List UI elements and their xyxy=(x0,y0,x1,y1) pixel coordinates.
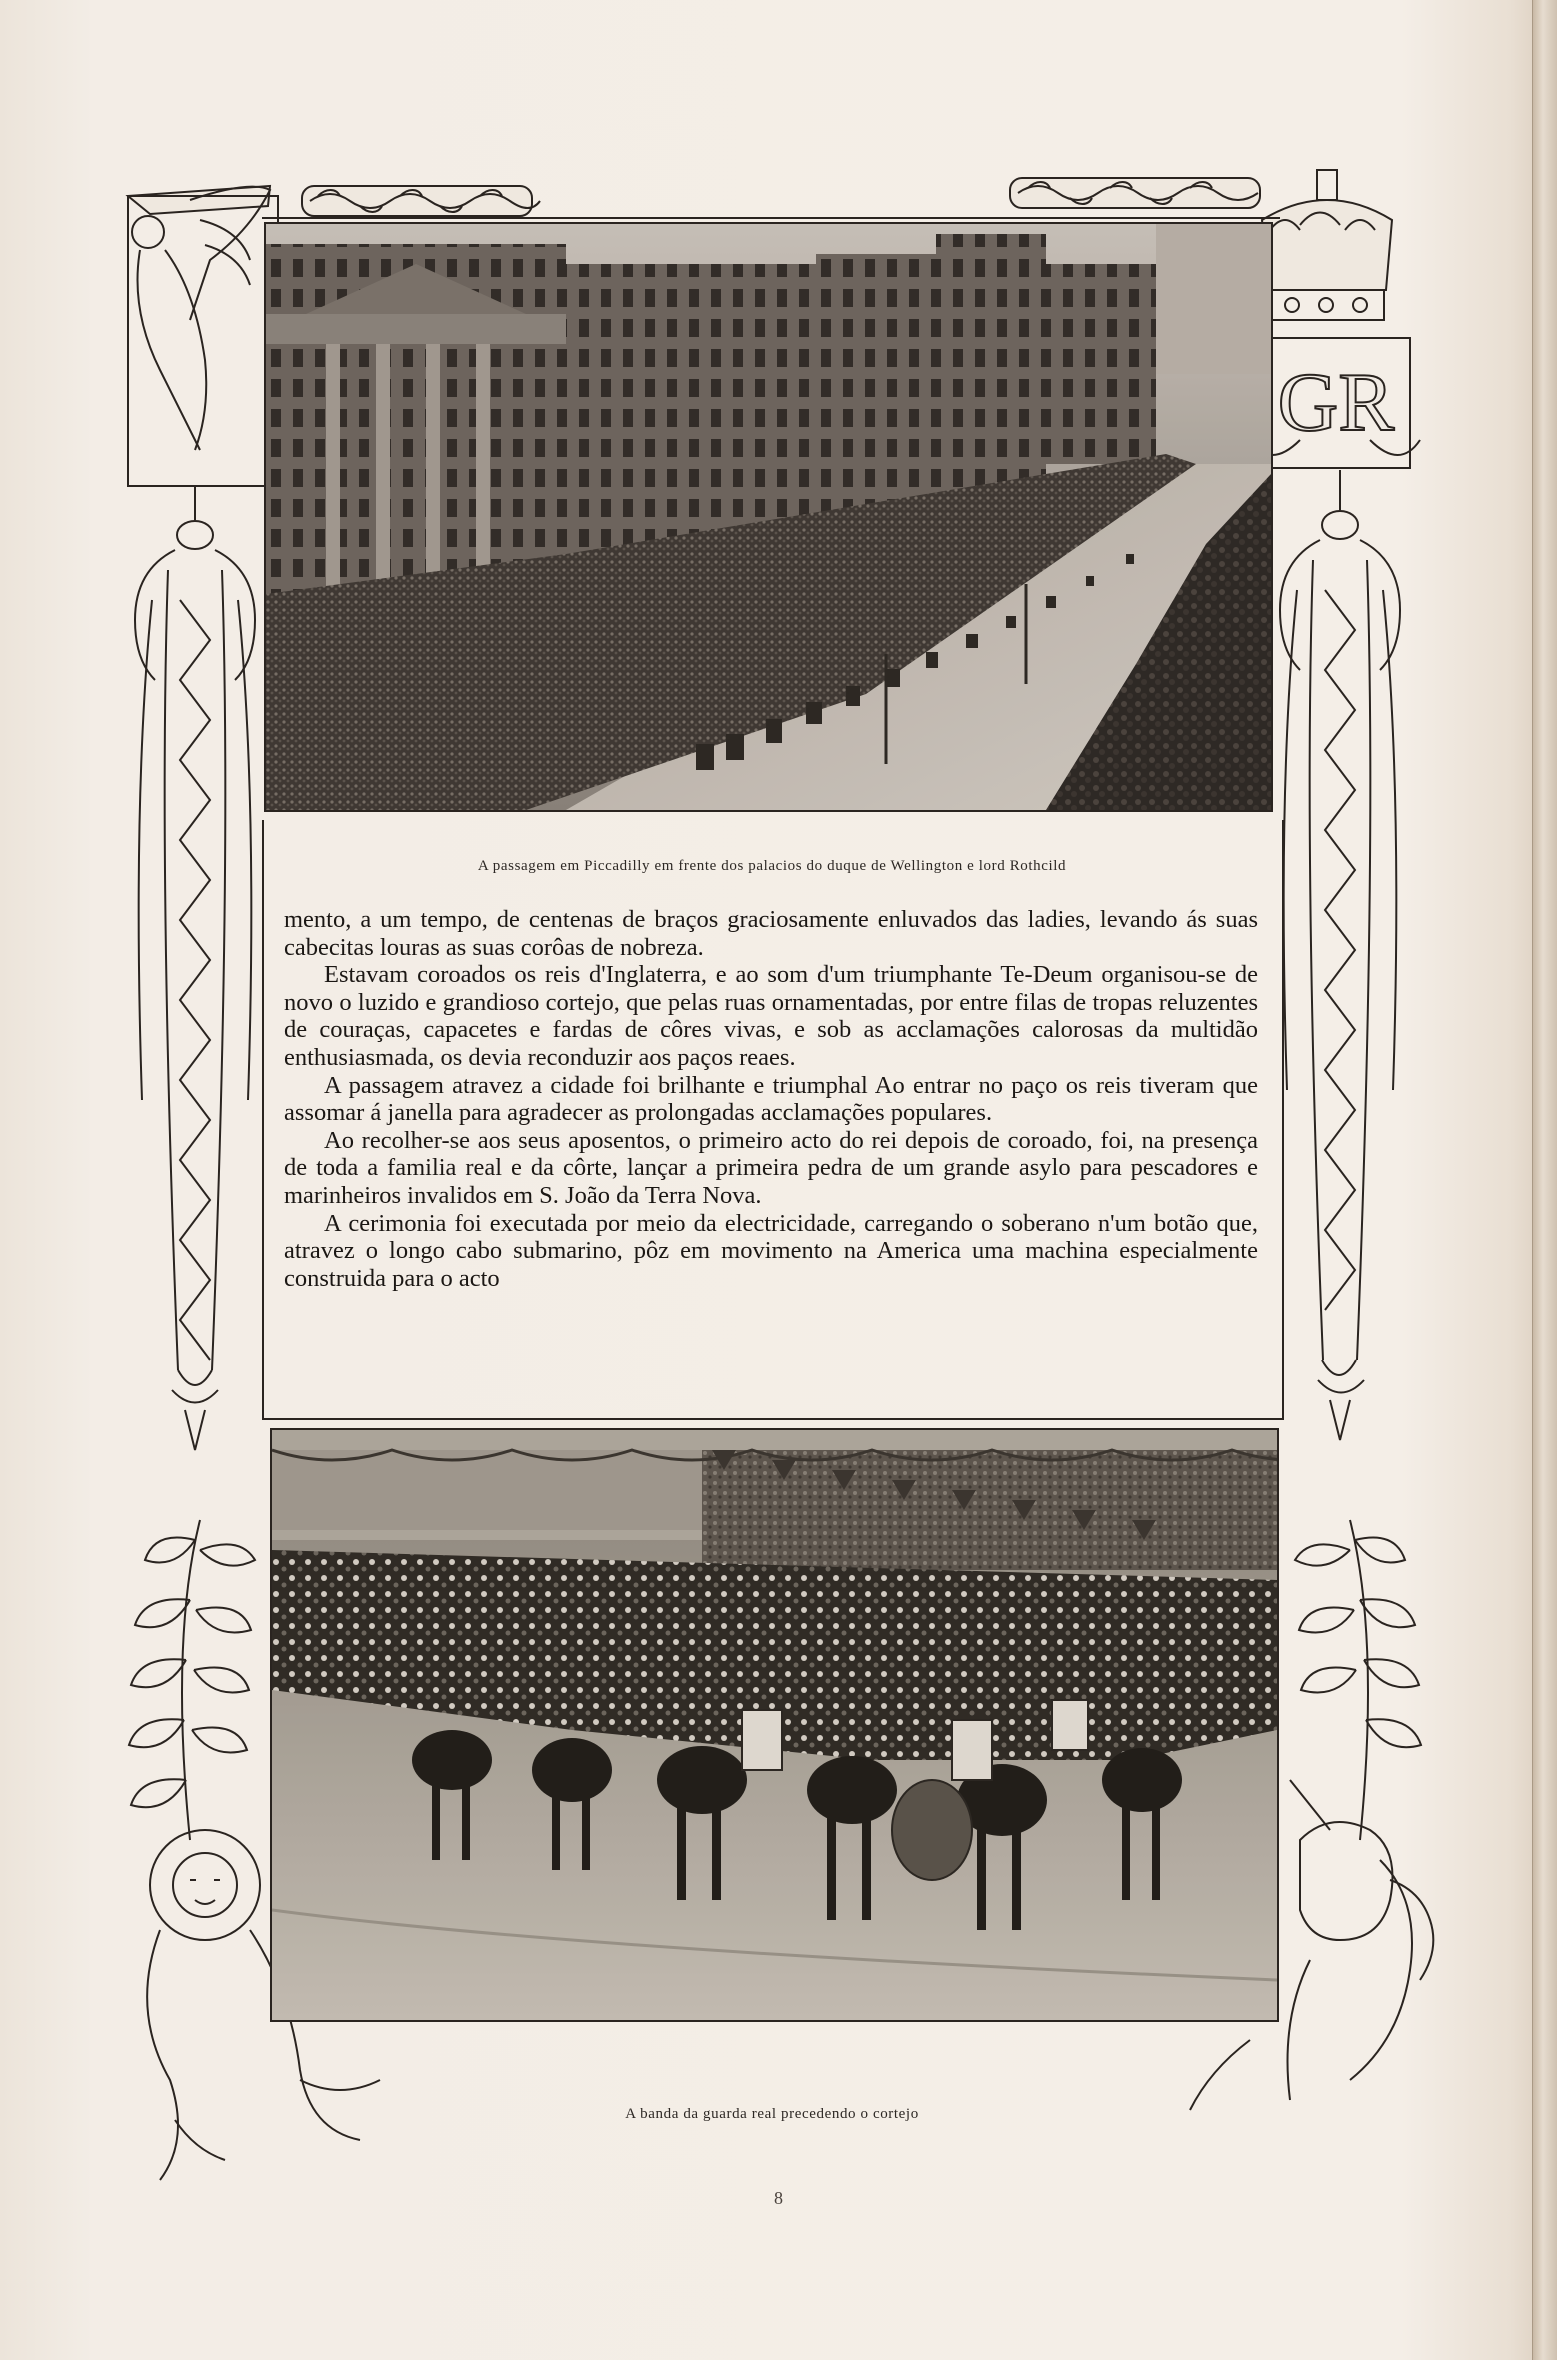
right-tassel-ornament xyxy=(1280,470,1400,1440)
page-number: 8 xyxy=(774,2188,783,2208)
right-laurel-ornament xyxy=(1295,1520,1421,1840)
article-paragraph-1: mento, a um tempo, de centenas de braços graciosamente enluvados das ladies, levando ás suas cabecitas louras as suas corôas de nobreza. xyxy=(284,906,1258,961)
gr-monogram: GR xyxy=(1277,356,1395,449)
article-paragraph-4: Ao recolher-se aos seus aposentos, o primeiro acto do rei depois de coroado, foi, na presença de toda a familia real e da côrte, lançar a primeira pedra de um grande asylo para pescadores e marinheiros invalidos em S. João da Terra Nova. xyxy=(284,1126,1258,1209)
left-tassel-ornament xyxy=(135,486,255,1450)
article-paragraph-2: Estavam coroados os reis d'Inglaterra, e ao som d'um triumphante Te-Deum organisou-se de novo o luzido e grandioso cortejo, que pelas ruas ornamentadas, por entre filas de tropas reluzentes de couraças, capacetes e fardas de côres vivas, e sob as acclamações calorosas da multidão enthusiasmada, os devia reconduzir aos paços reaes. xyxy=(284,961,1258,1071)
piccadilly-procession-photo xyxy=(264,222,1273,812)
left-laurel-ornament xyxy=(129,1520,255,1840)
panel-divider xyxy=(262,1418,1282,1420)
top-left-scroll-ornament xyxy=(302,186,540,216)
bottom-photo-caption: A banda da guarda real precedendo o cortejo xyxy=(625,2106,919,2122)
article-body xyxy=(284,906,1258,1292)
article-paragraph-3: A passagem atravez a cidade foi brilhante e triumphal Ao entrar no paço os reis tiveram que assomar á janella para agradecer as prolongadas acclamações populares. xyxy=(284,1071,1258,1127)
crown-ornament xyxy=(1262,170,1392,320)
winged-figure-ornament xyxy=(128,186,278,486)
article-paragraph-5: A cerimonia foi executada por meio da electricidade, carregando o soberano n'um botão que, atravez o longo cabo submarino, pôz em movimento na America uma machina especialmente construida para o acto xyxy=(284,1209,1258,1292)
top-photo-caption: A passagem em Piccadilly em frente dos palacios do duque de Wellington e lord Rothcild xyxy=(477,858,1067,874)
top-right-scroll-ornament xyxy=(1010,178,1260,208)
royal-guard-band-photo xyxy=(270,1428,1279,2022)
